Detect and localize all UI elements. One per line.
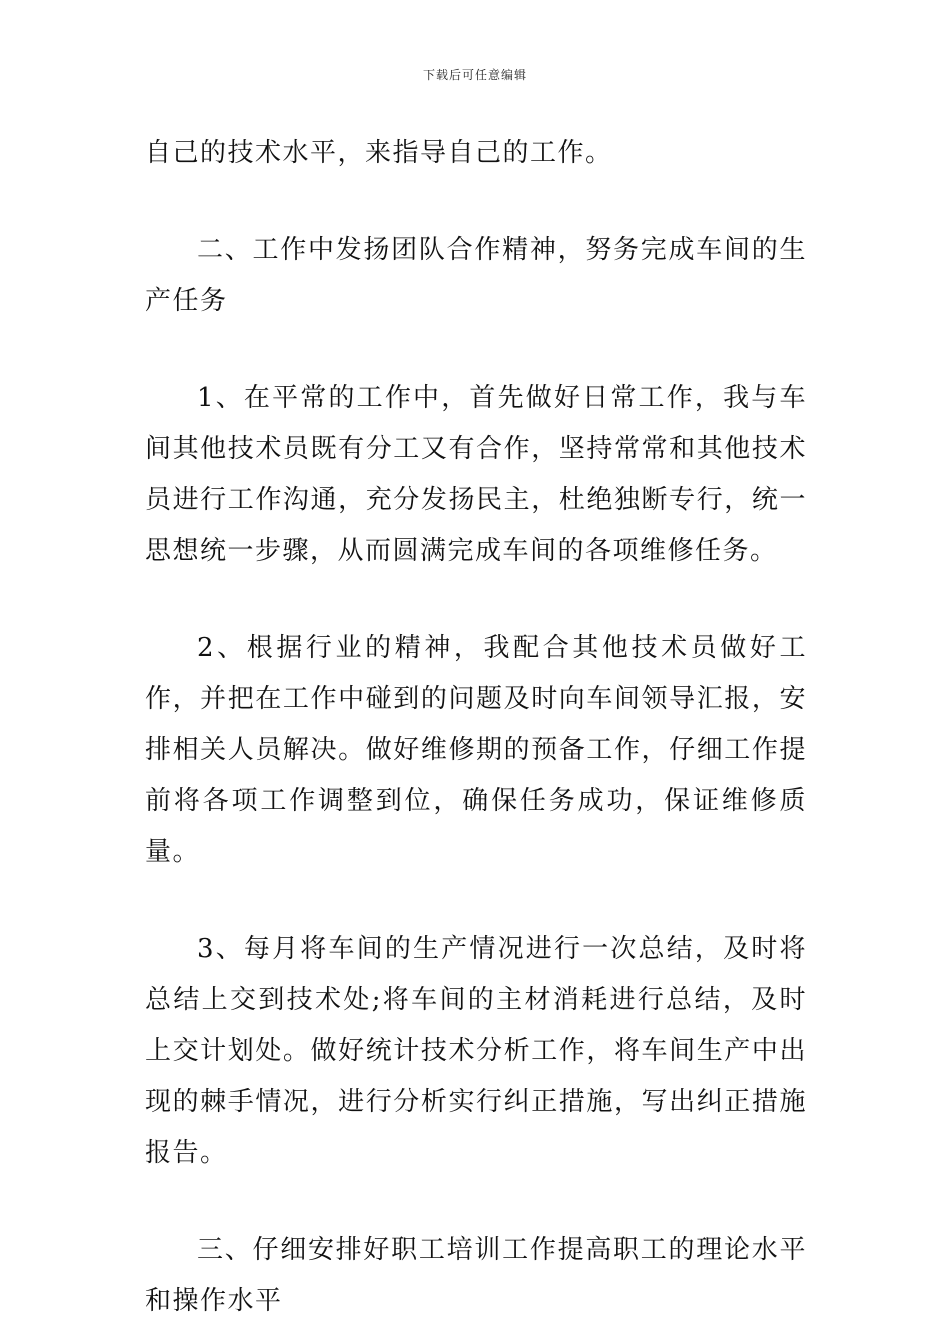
paragraph-item-2: 2、根据行业的精神，我配合其他技术员做好工作，并把在工作中碰到的问题及时向车间领导汇报，安排相关人员解决。做好维修期的预备工作，仔细工作提前将各项工作调整到位，确保任务成功，保证维修质量。 [145, 633, 807, 867]
document-body [145, 128, 807, 1327]
paragraph-item-1: 1、在平常的工作中，首先做好日常工作，我与车间其他技术员既有分工又有合作，坚持常常和其他技术员进行工作沟通，充分发扬民主，杜绝独断专行，统一思想统一步骤，从而圆满完成车间的各项维修任务。 [145, 383, 807, 566]
page-header-note: 下载后可任意编辑 [422, 68, 527, 82]
section-heading-2: 二、工作中发扬团队合作精神，努务完成车间的生产任务 [145, 235, 807, 316]
paragraph-continuation: 自己的技术水平，来指导自己的工作。 [145, 138, 613, 168]
paragraph-item-3: 3、每月将车间的生产情况进行一次总结，及时将总结上交到技术处;将车间的主材消耗进行总结，及时上交计划处。做好统计技术分析工作，将车间生产中出现的棘手情况，进行分析实行纠正措施，写出纠正措施报告。 [145, 934, 807, 1168]
section-heading-3: 三、仔细安排好职工培训工作提高职工的理论水平和操作水平 [145, 1235, 807, 1316]
